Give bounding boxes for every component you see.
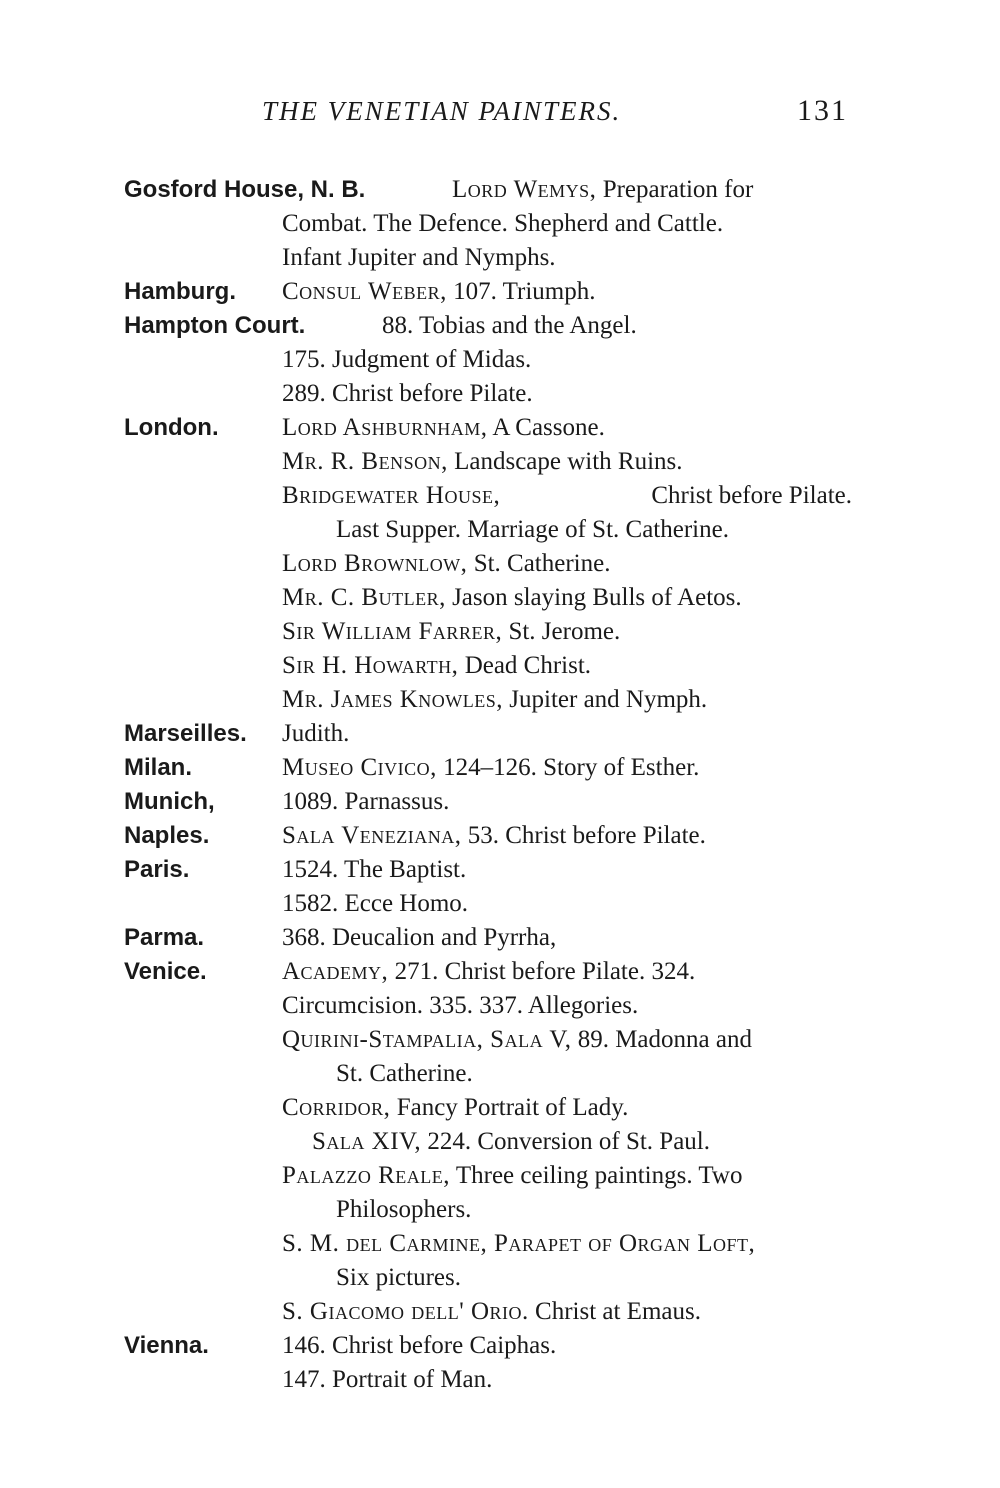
entry-text: Landscape with Ruins.: [454, 448, 683, 475]
entry-line: Circumcision. 335. 337. Allegories.: [282, 992, 639, 1019]
entry-text: St. Jerome.: [508, 618, 621, 645]
collection-name: Sir H. Howarth,: [282, 652, 459, 679]
place-name: Vienna.: [124, 1332, 209, 1359]
entry-line: 175. Judgment of Midas.: [282, 346, 532, 373]
entry-hampton-court: [0, 309, 1000, 343]
collection-name: Palazzo Reale,: [282, 1162, 451, 1189]
entry-line: Last Supper. Marriage of St. Catherine.: [336, 516, 729, 543]
page-number: 131: [797, 94, 848, 127]
entry-text: Dead Christ.: [464, 652, 592, 679]
entry-text: 1524. The Baptist.: [282, 856, 467, 883]
entry-text: Christ at Emaus.: [535, 1298, 701, 1325]
entry-line: [282, 1023, 752, 1057]
collection-name: Sir William Farrer,: [282, 618, 503, 645]
entry-text: Jupiter and Nymph.: [509, 686, 708, 713]
entry-text: Jason slaying Bulls of Aetos.: [452, 584, 742, 611]
collection-name: S. M. del Carmine, Parapet of Organ Loft,: [282, 1230, 756, 1257]
entry-line: [282, 1091, 628, 1125]
collection-name: Mr. James Knowles,: [282, 686, 504, 713]
entry-text: 53. Christ before Pilate.: [467, 822, 706, 849]
collection-name: Consul Weber,: [282, 278, 447, 305]
place-name: Hampton Court.: [124, 312, 306, 339]
running-title: THE VENETIAN PAINTERS.: [262, 96, 622, 126]
collection-name: Bridgewater House,: [282, 482, 501, 509]
entry-london: [0, 411, 1000, 445]
place-name: Venice.: [124, 958, 207, 985]
entry-line: [282, 1227, 755, 1261]
place-name: Naples.: [124, 822, 210, 849]
entry-line: [282, 547, 610, 581]
entry-text: St. Catherine.: [473, 550, 611, 577]
collection-name: Sala Veneziana,: [282, 822, 462, 849]
collection-name: Academy,: [282, 958, 389, 985]
collection-name: S. Giacomo dell' Orio.: [282, 1298, 529, 1325]
entry-line: Infant Jupiter and Nymphs.: [282, 244, 556, 271]
place-name: Munich,: [124, 788, 215, 815]
entry-hamburg: [0, 275, 1000, 309]
place-name: Gosford House, N. B.: [124, 176, 366, 203]
collection-name: Mr. C. Butler,: [282, 584, 446, 611]
entry-text: Judith.: [282, 720, 350, 747]
entry-text: Christ before Pilate.: [651, 482, 852, 509]
collection-name: Museo Civico,: [282, 754, 437, 781]
entry-text: 224. Conversion of St. Paul.: [427, 1128, 711, 1155]
collection-name: Lord Ashburnham,: [282, 414, 488, 441]
entry-line: Six pictures.: [336, 1264, 461, 1291]
place-name: Marseilles.: [124, 720, 247, 747]
entry-text: Fancy Portrait of Lady.: [396, 1094, 629, 1121]
entry-line: [282, 479, 852, 513]
collection-name: Lord Brownlow,: [282, 550, 468, 577]
place-name: Milan.: [124, 754, 193, 781]
entry-line: [282, 649, 591, 683]
entry-gosford: [0, 173, 1000, 207]
entry-text: 1089. Parnassus.: [282, 788, 450, 815]
entry-parma: [0, 921, 1000, 955]
entry-line: 147. Portrait of Man.: [282, 1366, 493, 1393]
collection-name: Mr. R. Benson,: [282, 448, 448, 475]
entry-text: 107. Triumph.: [453, 278, 596, 305]
entry-text: Three ceiling paintings. Two: [455, 1162, 743, 1189]
entry-text: 124–126. Story of Esther.: [443, 754, 700, 781]
entry-line: Combat. The Defence. Shepherd and Cattle.: [282, 210, 724, 237]
collection-name: Quirini-Stampalia, Sala V,: [282, 1026, 572, 1053]
entry-milan: [0, 751, 1000, 785]
collection-name: Lord Wemys,: [452, 176, 597, 203]
entry-line: 1582. Ecce Homo.: [282, 890, 469, 917]
entry-line: [282, 445, 683, 479]
entry-line: [312, 1125, 710, 1159]
entry-text: 88. Tobias and the Angel.: [382, 312, 637, 339]
entry-marseilles: [0, 717, 1000, 751]
entry-text: A Cassone.: [492, 414, 605, 441]
entry-venice: [0, 955, 1000, 989]
entry-line: [282, 615, 620, 649]
place-name: Parma.: [124, 924, 205, 951]
entry-text: 89. Madonna and: [577, 1026, 752, 1053]
entry-text: Preparation for: [602, 176, 754, 203]
collection-name: Corridor,: [282, 1094, 391, 1121]
entry-text: 271. Christ before Pilate. 324.: [394, 958, 696, 985]
entry-line: St. Catherine.: [336, 1060, 473, 1087]
entry-text: 146. Christ before Caiphas.: [282, 1332, 557, 1359]
entry-line: [282, 1295, 701, 1329]
entry-vienna: [0, 1329, 1000, 1363]
place-name: London.: [124, 414, 219, 441]
entry-munich: [0, 785, 1000, 819]
entry-text: 368. Deucalion and Pyrrha,: [282, 924, 557, 951]
entry-naples: [0, 819, 1000, 853]
place-name: Paris.: [124, 856, 190, 883]
entry-line: [282, 683, 707, 717]
page-header: [0, 96, 1000, 140]
collection-name: Sala XIV,: [312, 1128, 422, 1155]
entry-line: [282, 1159, 742, 1193]
entry-line: Philosophers.: [336, 1196, 472, 1223]
entry-line: [282, 581, 742, 615]
entry-line: 289. Christ before Pilate.: [282, 380, 533, 407]
place-name: Hamburg.: [124, 278, 237, 305]
entry-paris: [0, 853, 1000, 887]
